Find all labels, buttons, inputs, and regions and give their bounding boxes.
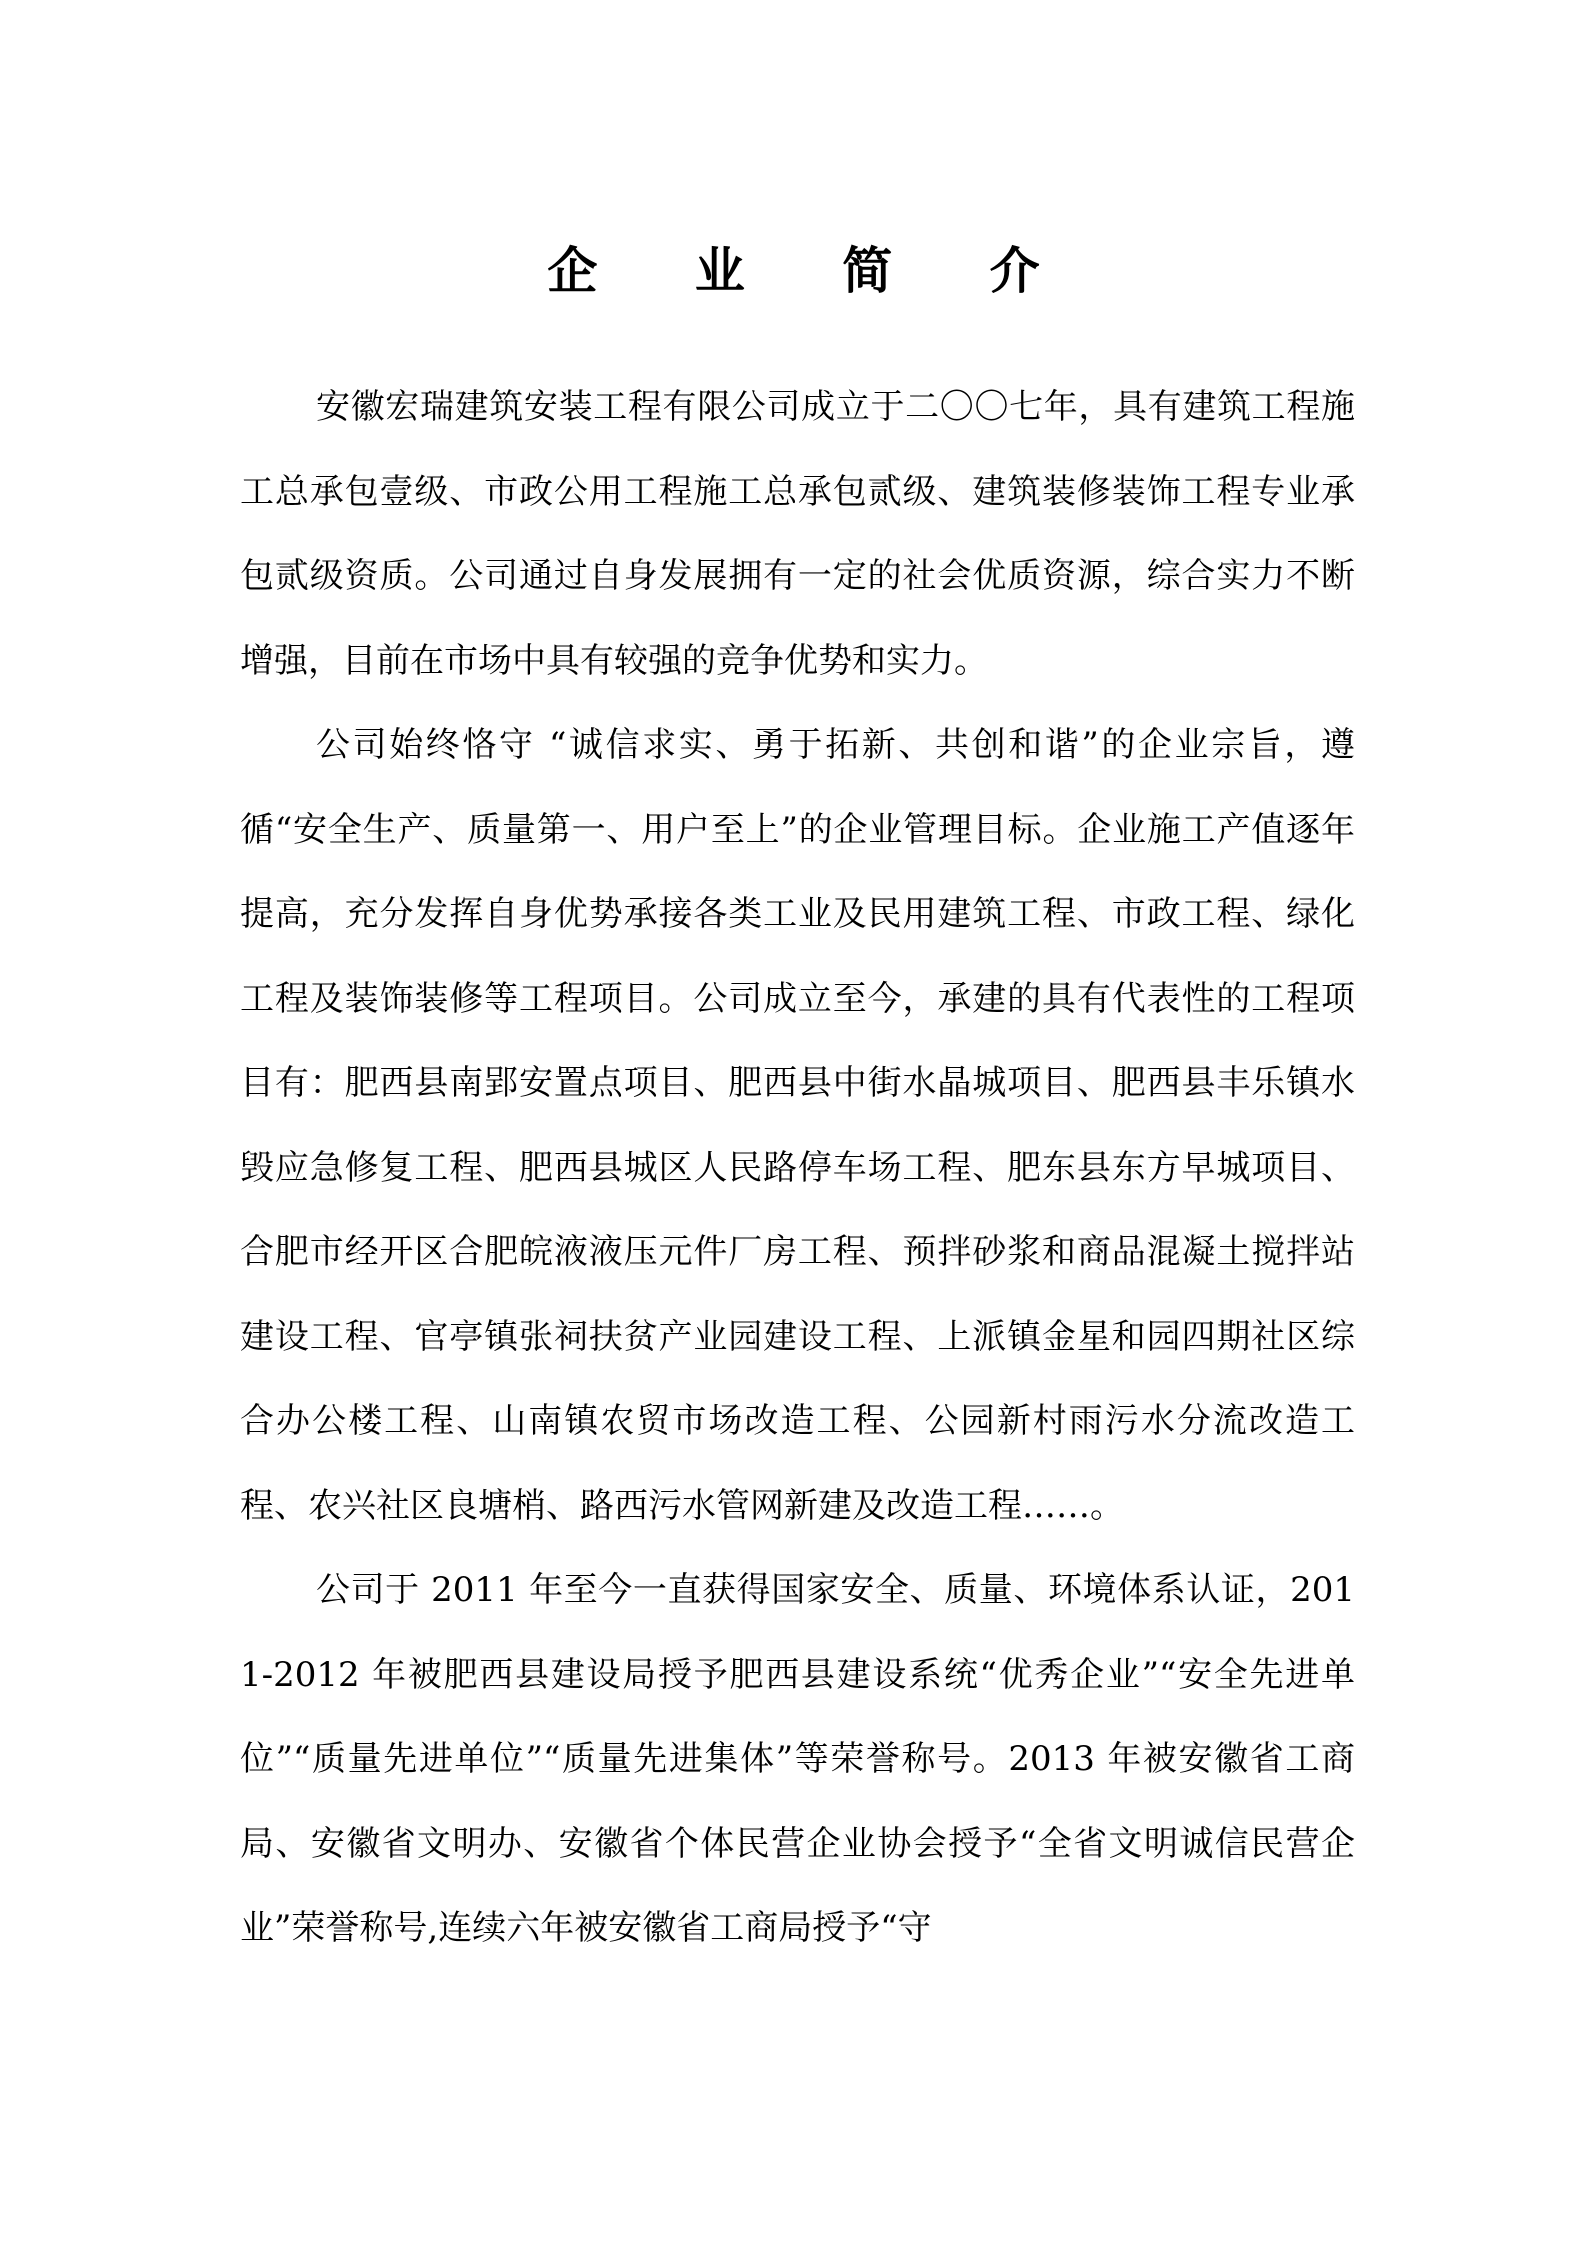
paragraph-company-projects: 公司始终恪守 “诚信求实、勇于拓新、共创和谐”的企业宗旨，遵循“安全生产、质量第一、用户至上”的企业管理目标。企业施工产值逐年提高，充分发挥自身优势承接各类工业及民用建筑工程、市政工程、绿化工程及装饰装修等工程项目。公司成立至今，承建的具有代表性的工程项目有：肥西县南郢安置点项目、肥西县中街水晶城项目、肥西县丰乐镇水毁应急修复工程、肥西县城区人民路停车场工程、肥东县东方早城项目、合肥市经开区合肥皖液液压元件厂房工程、预拌砂浆和商品混凝土搅拌站建设工程、官亭镇张祠扶贫产业园建设工程、上派镇金星和园四期社区综合办公楼工程、山南镇农贸市场改造工程、公园新村雨污水分流改造工程、农兴社区良塘梢、路西污水管网新建及改造工程……。 xyxy=(240,725,1355,1526)
paragraph-company-overview: 安徽宏瑞建筑安装工程有限公司成立于二〇〇七年，具有建筑工程施工总承包壹级、市政公用工程施工总承包贰级、建筑装修装饰工程专业承包贰级资质。公司通过自身发展拥有一定的社会优质资源，综合实力不断增强，目前在市场中具有较强的竞争优势和实力。 xyxy=(240,387,1355,681)
paragraph-company-honors: 公司于 2011 年至今一直获得国家安全、质量、环境体系认证，2011-2012 年被肥西县建设局授予肥西县建设系统“优秀企业”“安全先进单位”“质量先进单位”“质量先进集体”等荣誉称号。2013 年被安徽省工商局、安徽省文明办、安徽省个体民营企业协会授予“全省文明诚信民营企业”荣誉称号,连续六年被安徽省工商局授予“守 xyxy=(240,1570,1355,1948)
document-body xyxy=(240,365,1355,1971)
page-title: 企 业 简 介 xyxy=(547,240,1080,300)
